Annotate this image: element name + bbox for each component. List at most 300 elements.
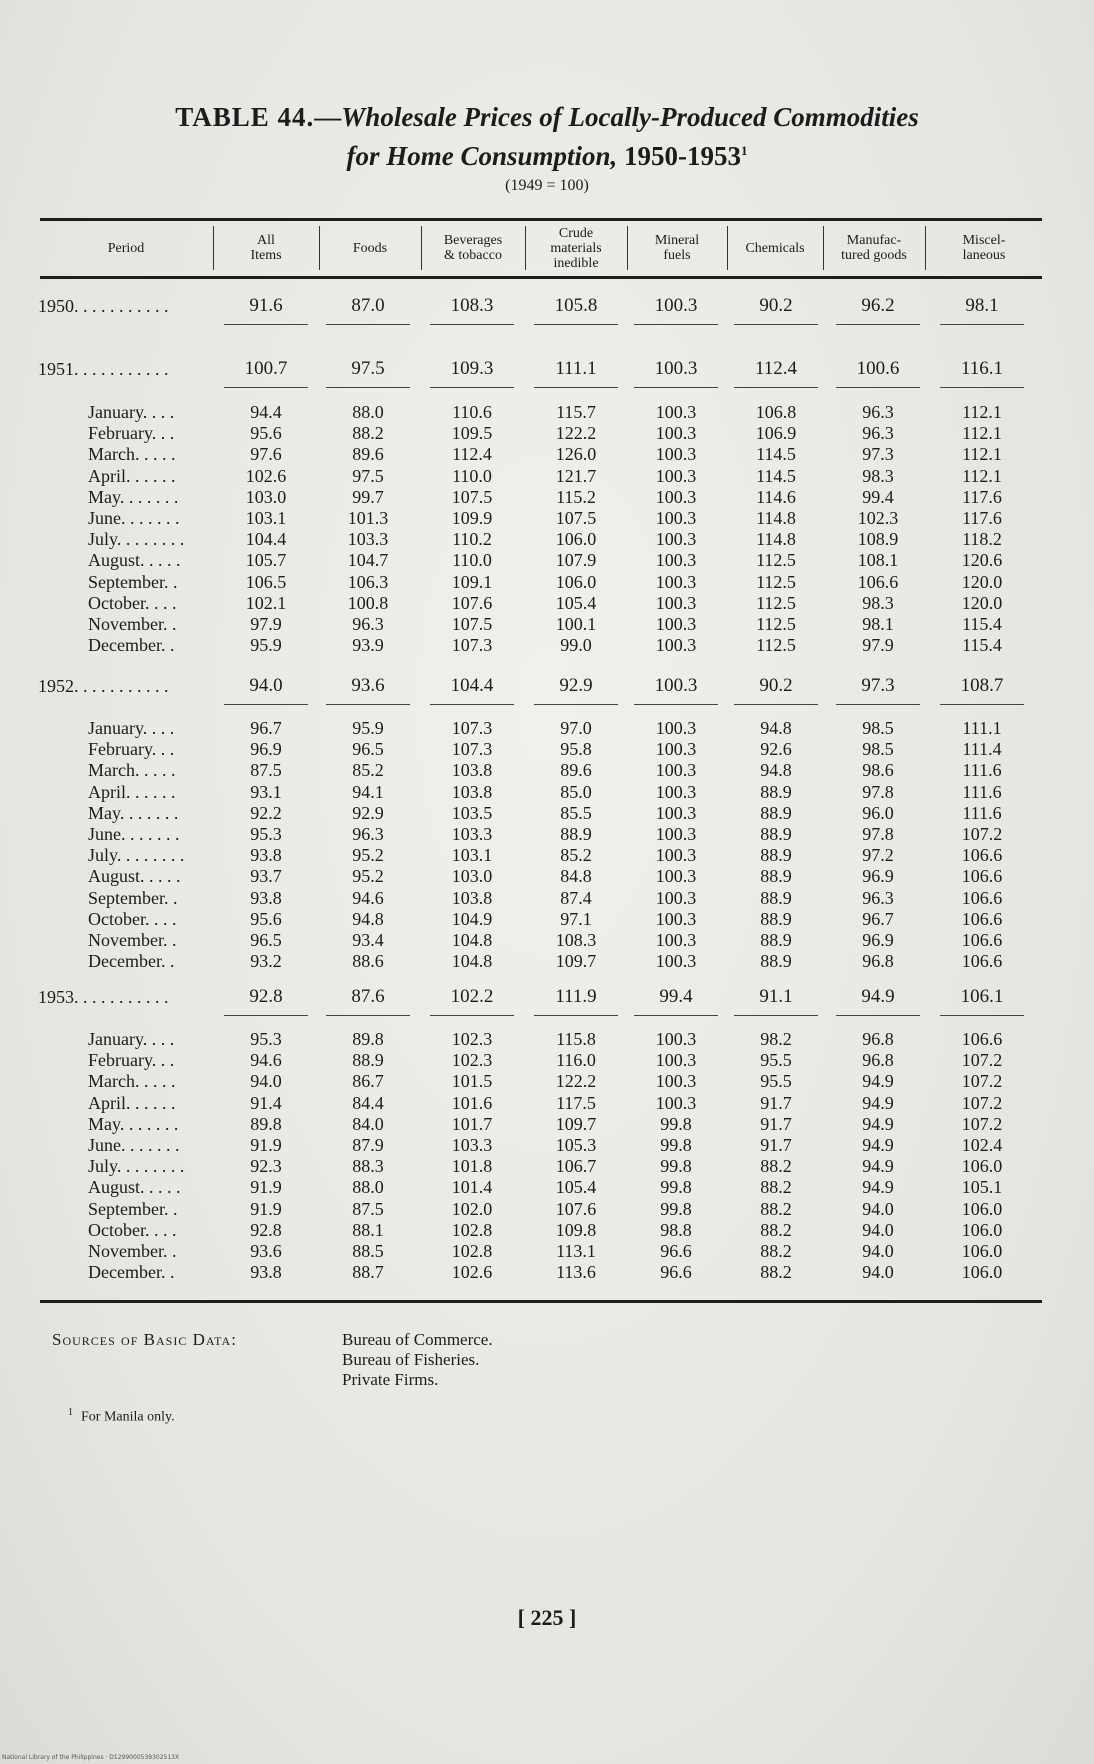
value-cell: 106.0 bbox=[961, 1241, 1003, 1261]
value-cell: 88.9 bbox=[760, 951, 792, 972]
value-cell: 91.7 bbox=[760, 1135, 792, 1155]
value-cell: 96.2 bbox=[861, 295, 895, 316]
value-cell: 105.4 bbox=[555, 1177, 597, 1198]
value-cell: 98.3 bbox=[862, 592, 894, 613]
period-label: May. . . . . . . bbox=[88, 486, 179, 507]
value-cell: 100.3 bbox=[655, 1050, 697, 1071]
period-label: December. . bbox=[88, 635, 175, 656]
value-cell: 95.6 bbox=[250, 908, 282, 929]
column-separator bbox=[823, 226, 824, 270]
value-cell: 108.9 bbox=[857, 529, 899, 550]
month-row bbox=[0, 423, 1094, 443]
value-cell: 88.9 bbox=[760, 781, 792, 802]
value-cell: 104.9 bbox=[451, 908, 493, 929]
period-label: December. . bbox=[88, 951, 175, 972]
month-row bbox=[0, 782, 1094, 802]
value-cell: 100.1 bbox=[555, 614, 597, 634]
value-cell: 107.2 bbox=[961, 1071, 1003, 1092]
value-cell: 107.3 bbox=[451, 718, 493, 738]
value-cell: 97.9 bbox=[250, 614, 282, 634]
value-cell: 88.2 bbox=[760, 1156, 792, 1177]
value-cell: 88.2 bbox=[760, 1241, 792, 1261]
value-cell: 88.2 bbox=[760, 1198, 792, 1219]
value-cell: 97.8 bbox=[862, 824, 894, 844]
month-row bbox=[0, 1156, 1094, 1176]
month-row bbox=[0, 572, 1094, 592]
value-cell: 94.6 bbox=[352, 887, 384, 908]
value-cell: 120.0 bbox=[961, 592, 1003, 613]
sources-label: Sources of Basic Data: bbox=[52, 1330, 237, 1349]
period-label: February. . . bbox=[88, 423, 175, 444]
value-cell: 96.3 bbox=[862, 423, 894, 444]
value-cell: 109.5 bbox=[451, 423, 493, 444]
value-cell: 96.6 bbox=[660, 1262, 692, 1283]
value-cell: 102.4 bbox=[961, 1135, 1003, 1155]
value-cell: 91.6 bbox=[249, 295, 283, 316]
value-cell: 87.6 bbox=[351, 986, 385, 1007]
value-cell: 111.6 bbox=[962, 781, 1002, 802]
value-cell: 97.3 bbox=[861, 675, 895, 696]
column-separator bbox=[319, 226, 320, 270]
value-cell: 101.4 bbox=[451, 1177, 493, 1198]
year-underline bbox=[634, 704, 718, 705]
year-row bbox=[0, 296, 1094, 316]
value-cell: 101.5 bbox=[451, 1071, 493, 1092]
value-cell: 88.9 bbox=[760, 930, 792, 950]
value-cell: 92.2 bbox=[250, 802, 282, 823]
year-underline bbox=[836, 1015, 920, 1016]
year-row bbox=[0, 359, 1094, 379]
value-cell: 100.3 bbox=[655, 486, 697, 507]
footnote bbox=[68, 1407, 175, 1426]
period-label: October. . . . bbox=[88, 908, 177, 929]
value-cell: 105.8 bbox=[554, 295, 598, 316]
value-cell: 94.8 bbox=[352, 908, 384, 929]
value-cell: 106.9 bbox=[755, 423, 797, 444]
value-cell: 88.9 bbox=[760, 908, 792, 929]
value-cell: 112.5 bbox=[756, 550, 796, 571]
month-row bbox=[0, 888, 1094, 908]
value-cell: 94.9 bbox=[862, 1135, 894, 1155]
value-cell: 87.4 bbox=[560, 887, 592, 908]
value-cell: 110.0 bbox=[452, 465, 492, 486]
value-cell: 93.8 bbox=[250, 887, 282, 908]
value-cell: 100.3 bbox=[655, 402, 697, 422]
value-cell: 94.8 bbox=[760, 718, 792, 738]
year-underline bbox=[836, 324, 920, 325]
period-label: 1953. . . . . . . . . . . bbox=[38, 987, 168, 1007]
value-cell: 94.9 bbox=[862, 1177, 894, 1198]
value-cell: 106.0 bbox=[555, 529, 597, 550]
value-cell: 92.6 bbox=[760, 739, 792, 760]
value-cell: 100.3 bbox=[655, 592, 697, 613]
value-cell: 92.9 bbox=[559, 675, 593, 696]
value-cell: 99.4 bbox=[862, 486, 894, 507]
value-cell: 88.9 bbox=[760, 887, 792, 908]
value-cell: 99.8 bbox=[660, 1113, 692, 1134]
column-header: Manufac- tured goods bbox=[841, 233, 907, 263]
value-cell: 96.7 bbox=[250, 718, 282, 738]
column-separator bbox=[727, 226, 728, 270]
value-cell: 95.9 bbox=[352, 718, 384, 738]
year-underline bbox=[634, 1015, 718, 1016]
value-cell: 102.2 bbox=[450, 986, 494, 1007]
year-underline bbox=[430, 704, 514, 705]
value-cell: 106.7 bbox=[555, 1156, 597, 1177]
value-cell: 113.6 bbox=[556, 1262, 596, 1283]
value-cell: 85.2 bbox=[560, 845, 592, 866]
value-cell: 105.4 bbox=[555, 592, 597, 613]
table-number: TABLE 44. bbox=[175, 102, 315, 132]
title-subject-line2: for Home Consumption, bbox=[346, 141, 618, 171]
period-label: September. . bbox=[88, 571, 178, 592]
value-cell: 88.6 bbox=[352, 951, 384, 972]
period-label: October. . . . bbox=[88, 592, 177, 613]
column-header: Foods bbox=[352, 240, 388, 256]
value-cell: 106.0 bbox=[961, 1219, 1003, 1240]
period-label: July. . . . . . . . bbox=[88, 1156, 185, 1177]
value-cell: 100.3 bbox=[655, 529, 697, 550]
value-cell: 98.8 bbox=[660, 1219, 692, 1240]
value-cell: 88.5 bbox=[352, 1241, 384, 1261]
value-cell: 96.8 bbox=[862, 1029, 894, 1049]
value-cell: 95.2 bbox=[352, 845, 384, 866]
value-cell: 95.3 bbox=[250, 1029, 282, 1049]
value-cell: 126.0 bbox=[555, 444, 597, 465]
value-cell: 112.1 bbox=[962, 465, 1002, 486]
value-cell: 106.0 bbox=[555, 571, 597, 592]
value-cell: 91.1 bbox=[759, 986, 793, 1007]
year-underline bbox=[634, 324, 718, 325]
value-cell: 100.3 bbox=[654, 358, 698, 379]
value-cell: 99.8 bbox=[660, 1135, 692, 1155]
value-cell: 91.7 bbox=[760, 1092, 792, 1113]
value-cell: 90.2 bbox=[759, 295, 793, 316]
value-cell: 84.0 bbox=[352, 1113, 384, 1134]
value-cell: 105.7 bbox=[245, 550, 287, 571]
value-cell: 99.8 bbox=[660, 1156, 692, 1177]
value-cell: 106.6 bbox=[961, 951, 1003, 972]
library-watermark: National Library of the Philippines · D1299000539302513X bbox=[2, 1754, 180, 1761]
month-row bbox=[0, 1220, 1094, 1240]
month-row bbox=[0, 466, 1094, 486]
source-item: Private Firms. bbox=[342, 1370, 439, 1389]
footnote-text: For Manila only. bbox=[81, 1409, 175, 1425]
value-cell: 95.6 bbox=[250, 423, 282, 444]
value-cell: 101.6 bbox=[451, 1092, 493, 1113]
value-cell: 93.4 bbox=[352, 930, 384, 950]
value-cell: 92.9 bbox=[352, 802, 384, 823]
month-row bbox=[0, 1093, 1094, 1113]
value-cell: 100.3 bbox=[655, 508, 697, 528]
period-label: August. . . . . bbox=[88, 550, 181, 571]
value-cell: 98.1 bbox=[862, 614, 894, 634]
year-underline bbox=[734, 704, 818, 705]
value-cell: 91.9 bbox=[250, 1177, 282, 1198]
period-label: January. . . . bbox=[88, 718, 175, 738]
value-cell: 98.6 bbox=[862, 760, 894, 781]
year-underline bbox=[734, 324, 818, 325]
value-cell: 107.5 bbox=[555, 508, 597, 528]
value-cell: 115.8 bbox=[556, 1029, 596, 1049]
value-cell: 112.4 bbox=[754, 358, 798, 379]
value-cell: 109.7 bbox=[555, 951, 597, 972]
month-row bbox=[0, 1199, 1094, 1219]
value-cell: 88.0 bbox=[352, 1177, 384, 1198]
column-header: Mineral fuels bbox=[654, 233, 700, 263]
value-cell: 94.1 bbox=[352, 781, 384, 802]
value-cell: 98.5 bbox=[862, 718, 894, 738]
value-cell: 96.5 bbox=[250, 930, 282, 950]
value-cell: 100.3 bbox=[655, 465, 697, 486]
period-label: January. . . . bbox=[88, 1029, 175, 1049]
column-separator bbox=[525, 226, 526, 270]
value-cell: 94.0 bbox=[250, 1071, 282, 1092]
value-cell: 112.4 bbox=[452, 444, 492, 465]
value-cell: 117.6 bbox=[962, 486, 1002, 507]
year-underline bbox=[224, 387, 308, 388]
value-cell: 111.1 bbox=[555, 358, 597, 379]
value-cell: 88.9 bbox=[760, 824, 792, 844]
value-cell: 106.3 bbox=[347, 571, 389, 592]
value-cell: 98.3 bbox=[862, 465, 894, 486]
column-separator bbox=[421, 226, 422, 270]
value-cell: 96.8 bbox=[862, 951, 894, 972]
value-cell: 100.3 bbox=[654, 295, 698, 316]
month-row bbox=[0, 444, 1094, 464]
value-cell: 87.9 bbox=[352, 1135, 384, 1155]
value-cell: 88.3 bbox=[352, 1156, 384, 1177]
value-cell: 93.8 bbox=[250, 845, 282, 866]
month-row bbox=[0, 951, 1094, 971]
value-cell: 85.0 bbox=[560, 781, 592, 802]
value-cell: 102.0 bbox=[451, 1198, 493, 1219]
month-row bbox=[0, 760, 1094, 780]
value-cell: 102.3 bbox=[451, 1029, 493, 1049]
month-row bbox=[0, 1050, 1094, 1070]
value-cell: 106.8 bbox=[755, 402, 797, 422]
year-underline bbox=[836, 387, 920, 388]
year-underline bbox=[224, 704, 308, 705]
value-cell: 94.8 bbox=[760, 760, 792, 781]
value-cell: 88.7 bbox=[352, 1262, 384, 1283]
value-cell: 107.6 bbox=[555, 1198, 597, 1219]
value-cell: 102.8 bbox=[451, 1241, 493, 1261]
year-underline bbox=[734, 1015, 818, 1016]
value-cell: 91.4 bbox=[250, 1092, 282, 1113]
value-cell: 99.0 bbox=[560, 635, 592, 656]
value-cell: 114.8 bbox=[756, 508, 796, 528]
value-cell: 102.1 bbox=[245, 592, 287, 613]
value-cell: 100.3 bbox=[655, 824, 697, 844]
value-cell: 112.5 bbox=[756, 614, 796, 634]
value-cell: 109.1 bbox=[451, 571, 493, 592]
year-underline bbox=[534, 704, 618, 705]
value-cell: 93.8 bbox=[250, 1262, 282, 1283]
value-cell: 105.3 bbox=[555, 1135, 597, 1155]
value-cell: 96.7 bbox=[862, 908, 894, 929]
period-label: April. . . . . . bbox=[88, 1092, 176, 1113]
period-label: March. . . . . bbox=[88, 760, 176, 781]
value-cell: 88.0 bbox=[352, 402, 384, 422]
value-cell: 97.0 bbox=[560, 718, 592, 738]
value-cell: 106.6 bbox=[961, 930, 1003, 950]
value-cell: 110.2 bbox=[452, 529, 492, 550]
value-cell: 95.2 bbox=[352, 866, 384, 887]
column-header: Crude materials inedible bbox=[550, 225, 602, 271]
value-cell: 97.6 bbox=[250, 444, 282, 465]
value-cell: 106.0 bbox=[961, 1156, 1003, 1177]
value-cell: 103.8 bbox=[451, 760, 493, 781]
period-label: December. . bbox=[88, 1262, 175, 1283]
value-cell: 85.2 bbox=[352, 760, 384, 781]
value-cell: 115.4 bbox=[962, 614, 1002, 634]
month-row bbox=[0, 550, 1094, 570]
value-cell: 89.8 bbox=[250, 1113, 282, 1134]
value-cell: 93.7 bbox=[250, 866, 282, 887]
year-underline bbox=[430, 324, 514, 325]
value-cell: 111.6 bbox=[962, 760, 1002, 781]
value-cell: 114.8 bbox=[756, 529, 796, 550]
value-cell: 100.3 bbox=[655, 781, 697, 802]
value-cell: 99.8 bbox=[660, 1177, 692, 1198]
column-separator bbox=[627, 226, 628, 270]
title-subject-line1: Wholesale Prices of Locally-Produced Commodities bbox=[341, 102, 919, 132]
value-cell: 91.9 bbox=[250, 1135, 282, 1155]
value-cell: 102.3 bbox=[451, 1050, 493, 1071]
value-cell: 112.1 bbox=[962, 402, 1002, 422]
value-cell: 100.3 bbox=[655, 887, 697, 908]
value-cell: 94.9 bbox=[861, 986, 895, 1007]
value-cell: 101.3 bbox=[347, 508, 389, 528]
value-cell: 100.3 bbox=[655, 614, 697, 634]
value-cell: 107.3 bbox=[451, 739, 493, 760]
period-label: June. . . . . . . bbox=[88, 1135, 180, 1155]
value-cell: 88.2 bbox=[760, 1177, 792, 1198]
value-cell: 115.4 bbox=[962, 635, 1002, 656]
value-cell: 103.3 bbox=[347, 529, 389, 550]
value-cell: 117.5 bbox=[556, 1092, 596, 1113]
value-cell: 88.9 bbox=[560, 824, 592, 844]
value-cell: 111.4 bbox=[962, 739, 1002, 760]
value-cell: 100.3 bbox=[655, 635, 697, 656]
value-cell: 100.3 bbox=[655, 739, 697, 760]
year-underline bbox=[734, 387, 818, 388]
value-cell: 98.2 bbox=[760, 1029, 792, 1049]
column-separator bbox=[213, 226, 214, 270]
value-cell: 100.3 bbox=[655, 760, 697, 781]
period-label: August. . . . . bbox=[88, 1177, 181, 1198]
column-header: Period bbox=[107, 240, 145, 256]
value-cell: 97.5 bbox=[352, 465, 384, 486]
value-cell: 107.2 bbox=[961, 1092, 1003, 1113]
value-cell: 99.4 bbox=[659, 986, 693, 1007]
value-cell: 100.3 bbox=[655, 930, 697, 950]
value-cell: 94.0 bbox=[862, 1241, 894, 1261]
value-cell: 112.1 bbox=[962, 423, 1002, 444]
value-cell: 94.9 bbox=[862, 1071, 894, 1092]
value-cell: 85.5 bbox=[560, 802, 592, 823]
period-label: May. . . . . . . bbox=[88, 1113, 179, 1134]
value-cell: 122.2 bbox=[555, 423, 597, 444]
value-cell: 107.3 bbox=[451, 635, 493, 656]
value-cell: 100.3 bbox=[655, 1071, 697, 1092]
value-cell: 112.5 bbox=[756, 635, 796, 656]
year-underline bbox=[534, 387, 618, 388]
month-row bbox=[0, 614, 1094, 634]
value-cell: 106.1 bbox=[960, 986, 1004, 1007]
value-cell: 94.9 bbox=[862, 1156, 894, 1177]
month-row bbox=[0, 487, 1094, 507]
value-cell: 102.6 bbox=[245, 465, 287, 486]
value-cell: 106.0 bbox=[961, 1262, 1003, 1283]
column-header: All Items bbox=[250, 233, 282, 263]
value-cell: 93.6 bbox=[250, 1241, 282, 1261]
value-cell: 112.5 bbox=[756, 571, 796, 592]
value-cell: 86.7 bbox=[352, 1071, 384, 1092]
table-top-rule bbox=[40, 218, 1042, 221]
value-cell: 84.8 bbox=[560, 866, 592, 887]
value-cell: 101.7 bbox=[451, 1113, 493, 1134]
year-row bbox=[0, 676, 1094, 696]
value-cell: 103.0 bbox=[245, 486, 287, 507]
value-cell: 94.0 bbox=[862, 1219, 894, 1240]
value-cell: 97.9 bbox=[862, 635, 894, 656]
column-header: Beverages & tobacco bbox=[443, 233, 503, 263]
value-cell: 111.9 bbox=[555, 986, 597, 1007]
value-cell: 96.9 bbox=[862, 930, 894, 950]
table-header-rule bbox=[40, 276, 1042, 279]
value-cell: 106.6 bbox=[961, 908, 1003, 929]
value-cell: 107.2 bbox=[961, 1113, 1003, 1134]
month-row bbox=[0, 845, 1094, 865]
value-cell: 100.6 bbox=[856, 358, 900, 379]
month-row bbox=[0, 1241, 1094, 1261]
value-cell: 106.6 bbox=[857, 571, 899, 592]
period-label: November. . bbox=[88, 930, 177, 950]
period-label: June. . . . . . . bbox=[88, 508, 180, 528]
month-row bbox=[0, 803, 1094, 823]
value-cell: 94.0 bbox=[862, 1198, 894, 1219]
value-cell: 97.1 bbox=[560, 908, 592, 929]
month-row bbox=[0, 1071, 1094, 1091]
month-row bbox=[0, 1262, 1094, 1282]
value-cell: 102.3 bbox=[857, 508, 899, 528]
value-cell: 117.6 bbox=[962, 508, 1002, 528]
value-cell: 100.3 bbox=[655, 550, 697, 571]
value-cell: 107.2 bbox=[961, 824, 1003, 844]
value-cell: 111.1 bbox=[962, 718, 1002, 738]
value-cell: 116.0 bbox=[556, 1050, 596, 1071]
period-label: November. . bbox=[88, 1241, 177, 1261]
value-cell: 103.3 bbox=[451, 824, 493, 844]
year-underline bbox=[326, 1015, 410, 1016]
period-label: September. . bbox=[88, 887, 178, 908]
value-cell: 96.6 bbox=[660, 1241, 692, 1261]
value-cell: 103.5 bbox=[451, 802, 493, 823]
year-underline bbox=[836, 704, 920, 705]
month-row bbox=[0, 718, 1094, 738]
value-cell: 92.8 bbox=[249, 986, 283, 1007]
value-cell: 87.5 bbox=[352, 1198, 384, 1219]
period-label: August. . . . . bbox=[88, 866, 181, 887]
year-underline bbox=[940, 324, 1024, 325]
value-cell: 89.6 bbox=[352, 444, 384, 465]
value-cell: 109.3 bbox=[450, 358, 494, 379]
value-cell: 94.9 bbox=[862, 1092, 894, 1113]
year-row bbox=[0, 987, 1094, 1007]
value-cell: 104.8 bbox=[451, 951, 493, 972]
